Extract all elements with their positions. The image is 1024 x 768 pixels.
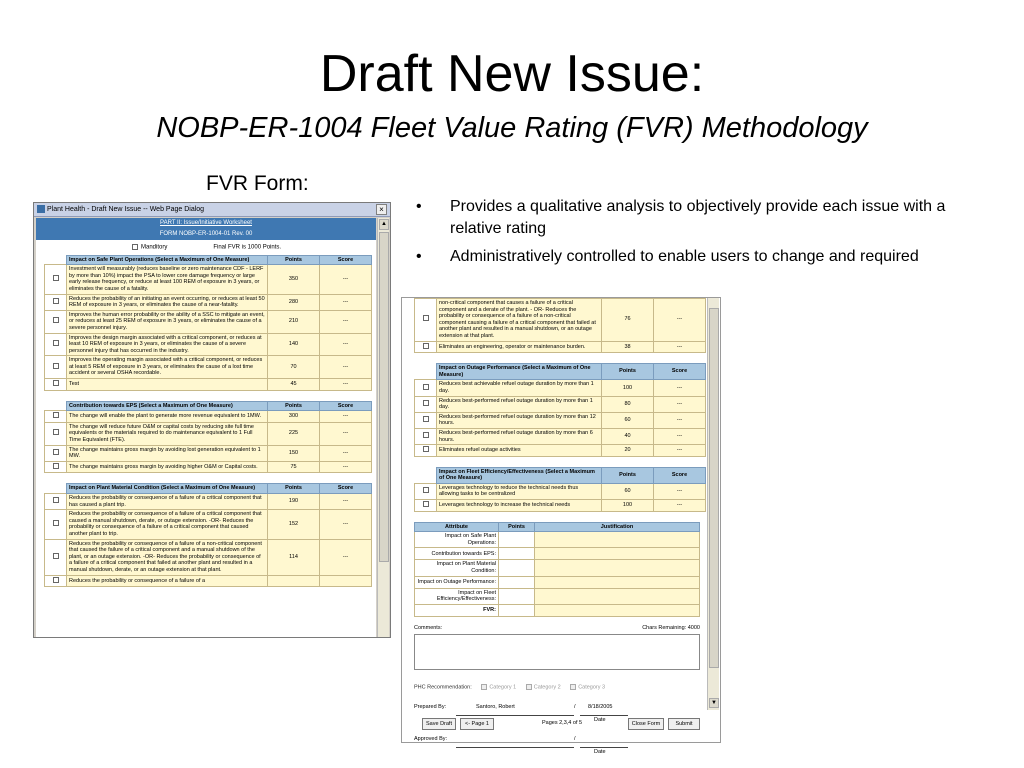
slide-title: Draft New Issue: [319, 45, 705, 103]
row-checkbox[interactable] [423, 501, 429, 507]
row-checkbox-cell [45, 379, 67, 391]
points-value: 100 [602, 380, 654, 396]
criteria-table [414, 363, 706, 457]
score-header: Score [320, 255, 372, 265]
section-header: Impact on Outage Performance (Select a Maximum of One Measure) [437, 364, 602, 380]
right-sections [414, 298, 706, 512]
measure-text: non-critical component that causes a failure of a critical component and a derate of the plant. - OR- Reduces the probability or consequence of a failure of a non-critical component causing a failure of a critical component that failed at another plant and resulted in a manual shutdown, or an outage extension at that plant. [437, 299, 602, 342]
points-value: 20 [602, 445, 654, 457]
attribute-points-cell [499, 560, 535, 576]
attribute-points-cell [499, 532, 535, 548]
justification-input[interactable] [535, 576, 700, 588]
pages-indicator: Pages 2,3,4 of 5 [542, 720, 583, 726]
category-1-checkbox[interactable] [481, 684, 487, 690]
attribute-points-cell [499, 576, 535, 588]
row-checkbox-cell [415, 396, 437, 412]
score-value: --- [654, 299, 706, 342]
score-value: --- [654, 380, 706, 396]
dialog-scrollbar[interactable] [707, 298, 719, 710]
chars-remaining-label: Chars Remaining: [642, 624, 687, 631]
points-header: Points [602, 467, 654, 483]
table-row [45, 379, 372, 391]
score-value: --- [654, 428, 706, 444]
points-value: 60 [602, 412, 654, 428]
approved-by-label: Approved By: [414, 736, 448, 743]
score-value: --- [320, 494, 372, 510]
score-value: --- [320, 445, 372, 461]
table-row [45, 445, 372, 461]
measure-text: Improves the design margin associated with a critical component, or reduces at least 10 REM of exposure in 3 years, or eliminates the cause of a severe personnel injury that has occurred in the industry. [67, 333, 268, 356]
attribute-label: FVR: [415, 604, 499, 616]
table-row [45, 494, 372, 510]
row-checkbox-cell [415, 483, 437, 499]
row-checkbox[interactable] [53, 449, 59, 455]
comments-textarea[interactable] [414, 634, 700, 670]
table-row [45, 539, 372, 575]
row-checkbox[interactable] [53, 497, 59, 503]
measure-text: Leverages technology to increase the technical needs [437, 500, 602, 512]
row-checkbox[interactable] [53, 380, 59, 386]
points-value [268, 575, 320, 587]
row-checkbox[interactable] [53, 275, 59, 281]
row-checkbox-cell [45, 333, 67, 356]
measure-text: The change maintains gross margin by avoiding lost generation equivalent to 1 MW. [67, 445, 268, 461]
prepared-date-line [580, 709, 628, 716]
dialog-body [36, 218, 376, 637]
row-checkbox[interactable] [53, 412, 59, 418]
justification-input[interactable] [535, 532, 700, 548]
measure-text: The change maintains gross margin by avoiding higher O&M or Capital costs. [67, 461, 268, 473]
row-checkbox-cell [45, 539, 67, 575]
points-value: 190 [268, 494, 320, 510]
row-checkbox-cell [415, 341, 437, 353]
points-header: Points [268, 401, 320, 411]
measure-text: Reduces best-performed refuel outage duration by more than 6 hours. [437, 428, 602, 444]
row-checkbox[interactable] [53, 520, 59, 526]
measure-text: Reduces the probability or consequence of a failure of a critical component that caused a manual shutdown, derate, or outage extension. -OR- Reduces the probability or consequence of a failure of a critical component that caused another plant to trip. [67, 510, 268, 539]
table-row [415, 428, 706, 444]
score-value: --- [320, 356, 372, 379]
row-checkbox[interactable] [53, 463, 59, 469]
points-value: 60 [602, 483, 654, 499]
row-checkbox[interactable] [53, 577, 59, 583]
points-value: 80 [602, 396, 654, 412]
points-value: 76 [602, 299, 654, 342]
measure-text: Eliminates refuel outage activities [437, 445, 602, 457]
criteria-table [44, 255, 372, 391]
points-header: Points [602, 364, 654, 380]
dialog-body-scrolled [414, 298, 706, 756]
row-checkbox[interactable] [53, 553, 59, 559]
row-checkbox[interactable] [423, 446, 429, 452]
measure-text: Improves the human error probability or the ability of a SSC to mitigate an event, or reduces at least 25 REM of exposure in 3 years, or eliminates the cause of a severe personnel injury. [67, 310, 268, 333]
app-icon [37, 205, 45, 213]
points-value: 45 [268, 379, 320, 391]
measure-text: Reduces best-performed refuel outage duration by more than 1 day. [437, 396, 602, 412]
row-checkbox[interactable] [423, 384, 429, 390]
measure-text: The change will reduce future O&M or capital costs by reducing site full time equivalents or the materials required to do maintenance equivalent to 1 Full Time Equivalent (FTE). [67, 422, 268, 445]
row-checkbox-cell [415, 299, 437, 342]
row-checkbox-cell [45, 445, 67, 461]
table-row [45, 356, 372, 379]
dialog-titlebar [34, 203, 390, 217]
checkbox-column-header [45, 484, 67, 494]
table-row [45, 310, 372, 333]
bullet-item: • Administratively controlled to enable users to change and required [412, 246, 972, 268]
measure-text: Leverages technology to reduce the technical needs thus allowing tasks to be centralized [437, 483, 602, 499]
submit-button[interactable]: Submit [668, 718, 700, 730]
row-checkbox[interactable] [423, 400, 429, 406]
row-checkbox[interactable] [53, 317, 59, 323]
table-row [415, 412, 706, 428]
category-2-checkbox[interactable] [526, 684, 532, 690]
close-icon[interactable]: × [376, 204, 387, 215]
fvr-dialog-window-scrolled [401, 297, 721, 756]
dialog-title: Plant Health - Draft New Issue -- Web Page Dialog [47, 206, 205, 213]
criteria-table [414, 298, 706, 353]
table-row [415, 341, 706, 353]
table-row [45, 265, 372, 294]
section-header: Impact on Fleet Efficiency/Effectiveness (Select a Maximum of One Measure) [437, 467, 602, 483]
criteria-table [44, 483, 372, 587]
row-checkbox-cell [415, 412, 437, 428]
points-value: 150 [268, 445, 320, 461]
manditory-label: Manditory [141, 244, 168, 251]
score-header: Score [320, 401, 372, 411]
attribute-row [415, 532, 700, 548]
table-row [415, 483, 706, 499]
attribute-table [414, 522, 700, 617]
table-row [415, 500, 706, 512]
measure-text: Test [67, 379, 268, 391]
left-sections [36, 255, 376, 588]
score-value: --- [654, 500, 706, 512]
category-3-label: Category 3 [578, 684, 606, 691]
row-checkbox-cell [45, 310, 67, 333]
prepared-by-value: Santoro, Robert [476, 704, 515, 711]
date-separator: / [574, 704, 576, 711]
phc-recommendation-row [414, 684, 706, 690]
points-value: 38 [602, 341, 654, 353]
points-value: 100 [602, 500, 654, 512]
row-checkbox[interactable] [423, 432, 429, 438]
score-value: --- [320, 539, 372, 575]
measure-text: Reduces the probability or consequence of a failure of a [67, 575, 268, 587]
attribute-points-cell [499, 588, 535, 604]
score-value: --- [654, 396, 706, 412]
row-checkbox-cell [415, 380, 437, 396]
criteria-table [414, 467, 706, 512]
dialog-scrollbar[interactable] [377, 218, 389, 637]
attribute-label: Impact on Outage Performance: [415, 576, 499, 588]
bullet-item: • Provides a qualitative analysis to objectively provide each issue with a relative rating [412, 196, 972, 240]
attribute-label: Impact on Fleet Efficiency/Effectiveness: [415, 588, 499, 604]
row-checkbox-cell [415, 445, 437, 457]
section-header: Impact on Safe Plant Operations (Select a Maximum of One Measure) [67, 255, 268, 265]
score-value: --- [320, 510, 372, 539]
score-header: Score [654, 364, 706, 380]
score-header: Score [654, 467, 706, 483]
prepared-by-label: Prepared By: [414, 704, 447, 711]
measure-text: Reduces the probability or consequence of a failure of a critical component that has caused a plant trip. [67, 494, 268, 510]
category-3-checkbox[interactable] [570, 684, 576, 690]
score-value: --- [654, 412, 706, 428]
row-checkbox-cell [45, 265, 67, 294]
points-value: 114 [268, 539, 320, 575]
score-value: --- [654, 445, 706, 457]
row-checkbox-cell [45, 294, 67, 310]
row-checkbox[interactable] [53, 298, 59, 304]
date-separator: / [574, 736, 576, 743]
page-back-button[interactable]: <- Page 1 [460, 718, 494, 730]
table-row [45, 333, 372, 356]
measure-text: Reduces the probability or consequence of a failure of a non-critical component that caused the failure of a critical component and a manual shutdown of the plant, or an outage extension. -OR- Reduces the probability or consequence of a failure of a critical component that failed at another plant and resulted in a manual shutdown, derate, or an outage extension at that plant. [67, 539, 268, 575]
row-checkbox[interactable] [423, 487, 429, 493]
row-checkbox[interactable] [423, 315, 429, 321]
attribute-label: Impact on Plant Material Condition: [415, 560, 499, 576]
justification-input[interactable] [535, 604, 700, 616]
table-row [45, 422, 372, 445]
justification-header: Justification [535, 522, 700, 532]
score-value: --- [320, 379, 372, 391]
attribute-row [415, 548, 700, 560]
measure-text: The change will enable the plant to generate more revenue equivalent to 1MW. [67, 411, 268, 423]
attribute-row [415, 560, 700, 576]
score-value: --- [320, 310, 372, 333]
row-checkbox-cell [45, 422, 67, 445]
checkbox-column-header [45, 255, 67, 265]
row-checkbox[interactable] [53, 363, 59, 369]
form-number: FORM NOBP-ER-1004-01 Rev. 00 [36, 229, 376, 240]
checkbox-column-header [415, 467, 437, 483]
points-value: 225 [268, 422, 320, 445]
close-form-button[interactable]: Close Form [628, 718, 664, 730]
row-checkbox-cell [45, 494, 67, 510]
points-value: 210 [268, 310, 320, 333]
checkbox-column-header [45, 401, 67, 411]
attribute-label: Impact on Safe Plant Operations: [415, 532, 499, 548]
row-checkbox-cell [45, 575, 67, 587]
scroll-down-icon[interactable]: ▼ [709, 698, 719, 708]
points-value: 75 [268, 461, 320, 473]
section-header: Impact on Plant Material Condition (Select a Maximum of One Measure) [67, 484, 268, 494]
slide-subtitle: NOBP-ER-1004 Fleet Value Rating (FVR) Methodology [156, 112, 868, 144]
comments-label: Comments: [414, 624, 443, 631]
criteria-table [44, 401, 372, 474]
score-value: --- [320, 333, 372, 356]
justification-input[interactable] [535, 548, 700, 560]
table-row [415, 396, 706, 412]
attribute-header: Attribute [415, 522, 499, 532]
row-checkbox-cell [45, 461, 67, 473]
comments-row [414, 625, 700, 631]
points-header: Points [268, 255, 320, 265]
row-checkbox-cell [45, 510, 67, 539]
table-row [415, 380, 706, 396]
points-value: 350 [268, 265, 320, 294]
points-header: Points [499, 522, 535, 532]
attribute-row [415, 576, 700, 588]
score-header: Score [320, 484, 372, 494]
approved-date-line [580, 741, 628, 748]
attribute-points-cell [499, 604, 535, 616]
table-row [415, 299, 706, 342]
measure-text: Reduces best-performed refuel outage duration by more than 12 hours. [437, 412, 602, 428]
chars-remaining-value: 4000 [687, 624, 700, 631]
date-caption: Date [594, 749, 606, 756]
points-value: 40 [602, 428, 654, 444]
justification-input[interactable] [535, 588, 700, 604]
measure-text: Reduces the probability of an initiating an event occurring, or reduces at least 50 REM of exposure in 3 years, or eliminates the cause of a near-fatality. [67, 294, 268, 310]
points-value: 300 [268, 411, 320, 423]
row-checkbox-cell [415, 428, 437, 444]
points-value: 280 [268, 294, 320, 310]
table-row [45, 294, 372, 310]
row-checkbox-cell [45, 356, 67, 379]
table-row [415, 445, 706, 457]
button-bar [422, 718, 700, 734]
attribute-row [415, 588, 700, 604]
scroll-thumb[interactable] [379, 232, 389, 562]
approved-by-line [456, 741, 574, 748]
row-checkbox[interactable] [53, 429, 59, 435]
score-value [320, 575, 372, 587]
points-value: 70 [268, 356, 320, 379]
table-row [45, 411, 372, 423]
phc-label: PHC Recommendation: [414, 684, 472, 691]
approved-by-row [414, 736, 706, 754]
scroll-thumb[interactable] [709, 308, 719, 668]
measure-text: Reduces best achievable refuel outage duration by more than 1 day. [437, 380, 602, 396]
prepared-date-value: 8/18/2005 [588, 704, 613, 711]
table-row [45, 510, 372, 539]
row-checkbox[interactable] [53, 340, 59, 346]
bullet-list [412, 196, 972, 274]
measure-text: Eliminates an engineering, operator or maintenance burden. [437, 341, 602, 353]
score-value: --- [320, 461, 372, 473]
row-checkbox[interactable] [423, 416, 429, 422]
justification-input[interactable] [535, 560, 700, 576]
score-value: --- [654, 341, 706, 353]
score-value: --- [320, 422, 372, 445]
points-value: 140 [268, 333, 320, 356]
measure-text: Improves the operating margin associated with a critical component, or reduces at least 5 REM of exposure in 3 years, or eliminates the cause of a lost time accident or several OSHA recordable. [67, 356, 268, 379]
manditory-checkbox[interactable] [132, 244, 138, 250]
table-row [45, 461, 372, 473]
date-caption: Date [594, 717, 606, 724]
points-value: 152 [268, 510, 320, 539]
score-value: --- [320, 294, 372, 310]
manditory-row [36, 240, 376, 255]
score-value: --- [320, 265, 372, 294]
scroll-up-icon[interactable]: ▲ [379, 219, 389, 230]
fvr-dialog-window [33, 202, 391, 638]
category-2-label: Category 2 [533, 684, 561, 691]
prepared-by-line [456, 709, 574, 716]
row-checkbox-cell [45, 411, 67, 423]
table-row [45, 575, 372, 587]
points-header: Points [268, 484, 320, 494]
score-value: --- [654, 483, 706, 499]
score-value: --- [320, 411, 372, 423]
final-fvr-text: Final FVR is 1000 Points. [213, 244, 282, 251]
section-header: Contribution towards EPS (Select a Maximum of One Measure) [67, 401, 268, 411]
row-checkbox-cell [415, 500, 437, 512]
save-draft-button[interactable]: Save Draft [422, 718, 456, 730]
attribute-label: Contribution towards EPS: [415, 548, 499, 560]
attribute-points-cell [499, 548, 535, 560]
checkbox-column-header [415, 364, 437, 380]
measure-text: Investment will measurably (reduces baseline or zero maintenance CDF - LERF by more than 10%) impact the PSA to lower core damage frequency or large early release frequency, or reduce at least 100 REM of exposure in 3 years, or eliminates the cause of a fatality. [67, 265, 268, 294]
category-1-label: Category 1 [489, 684, 517, 691]
part-heading-link[interactable]: PART II: Issue/Initiative Worksheet [36, 218, 376, 229]
form-caption: FVR Form: [206, 172, 309, 195]
attribute-row [415, 604, 700, 616]
row-checkbox[interactable] [423, 343, 429, 349]
